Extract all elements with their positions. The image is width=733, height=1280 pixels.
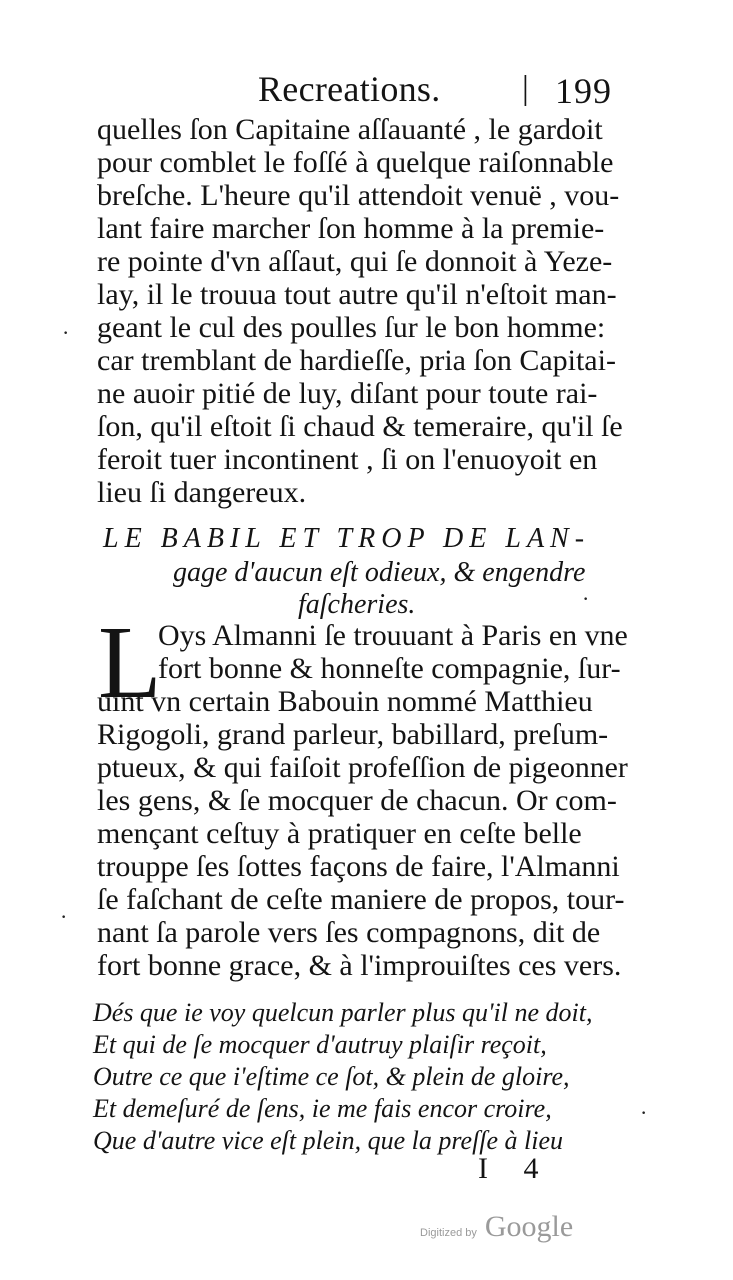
running-title: Recreations. [258,69,441,109]
verse-line: Que d'autre vice eſt plein, que la preſſe à lieu [93,1126,564,1155]
header-rule-mark: | [522,70,529,107]
text-line: quelles ſon Capitaine aſſauanté , le gardoit [97,113,603,146]
page-number: 199 [555,71,612,111]
text-line: nant ſa parole vers ſes compagnons, dit de [97,916,601,949]
text-line: uint vn certain Babouin nommé Matthieu [97,685,593,718]
text-line: breſche. L'heure qu'il attendoit venuë , vou- [97,179,620,212]
text-line: mençant ceſtuy à pratiquer en ceſte belle [97,817,582,850]
heading-line: faſcheries. [298,589,416,620]
verse-line: Dés que ie voy quelcun parler plus qu'il ne doit, [93,998,593,1027]
signature-mark: I 4 [478,1152,553,1185]
text-line: re pointe d'vn aſſaut, qui ſe donnoit à Yeze- [97,245,613,278]
text-line: feroit tuer incontinent , ſi on l'enuoyoit en [97,443,598,476]
text-line: trouppe ſes ſottes façons de faire, l'Almanni [97,850,620,883]
drop-cap: L [98,605,162,720]
verse-line: Et demeſuré de ſens, ie me fais encor croire, [93,1094,552,1123]
page-header [0,68,733,118]
text-line: car tremblant de hardieſſe, pria ſon Capitai- [97,344,616,377]
text-line: fort bonne & honneſte compagnie, ſur- [158,652,621,685]
digitizer-watermark [420,1210,573,1244]
speck-mark: · [60,904,68,929]
speck-mark: · [640,1100,648,1125]
text-line: ptueux, & qui faiſoit profeſſion de pigeonner [97,751,628,784]
text-line: ſon, qu'il eſtoit ſi chaud & temeraire, qu'il ſe [97,410,623,443]
speck-mark: · [582,586,590,611]
google-logo: Google [484,1210,574,1243]
text-line: fort bonne grace, & à l'improuiſtes ces vers. [97,949,622,982]
speck-mark: · [62,320,70,345]
verse-line: Outre ce que i'eſtime ce ſot, & plein de gloire, [93,1062,570,1091]
text-line: ſe faſchant de ceſte maniere de propos, tour- [97,883,625,916]
heading-line-caps: LE BABIL ET TROP DE LAN- [103,523,591,554]
watermark-small-text: Digitized by [420,1227,477,1239]
text-line: lant faire marcher ſon homme à la premie- [97,212,605,245]
heading-line: gage d'aucun eſt odieux, & engendre [173,557,586,588]
text-line: pour comblet le foſſé à quelque raiſonnable [97,146,614,179]
text-line: geant le cul des poulles ſur le bon homme: [97,311,606,344]
text-line: Rigogoli, grand parleur, babillard, preſum- [97,718,609,751]
text-line: les gens, & ſe mocquer de chacun. Or com- [97,784,617,817]
text-line: Oys Almanni ſe trouuant à Paris en vne [158,619,628,652]
text-line: lay, il le trouua tout autre qu'il n'eſtoit man- [97,278,617,311]
text-line: lieu ſi dangereux. [97,476,307,509]
text-line: ne auoir pitié de luy, diſant pour toute rai- [97,377,598,410]
verse-line: Et qui de ſe mocquer d'autruy plaiſir reçoit, [93,1030,547,1059]
